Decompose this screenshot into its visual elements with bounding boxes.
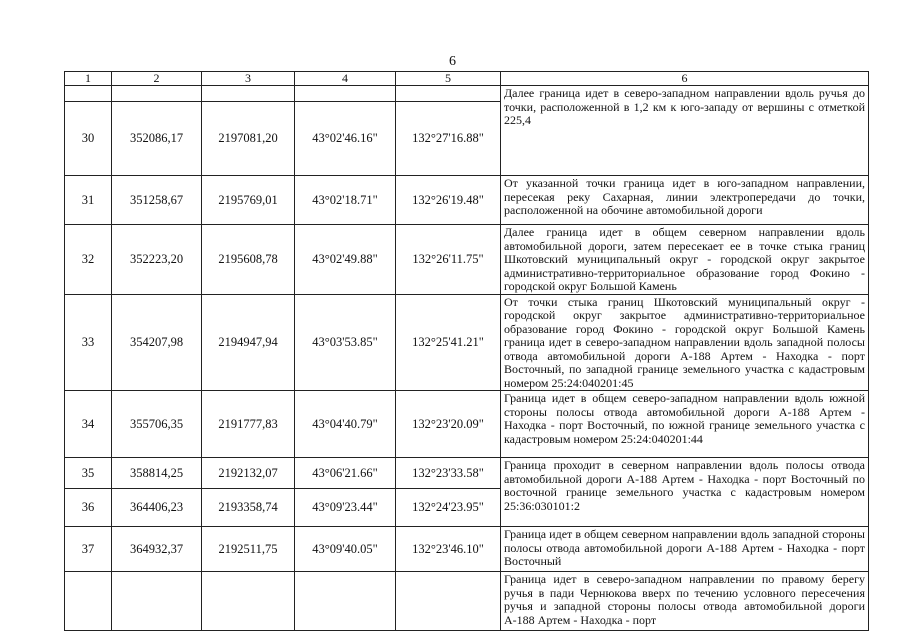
- empty-cell: [396, 86, 501, 102]
- point-number: 35: [65, 458, 112, 489]
- coord-x: [112, 572, 202, 631]
- point-number: 36: [65, 489, 112, 527]
- description-text: Граница идет в общем северном направлении вдоль западной стороны полосы отвода автомобильной дороги А-188 Артем - Находка - порт Восточный: [504, 527, 865, 568]
- longitude: 132°23'33.58": [396, 458, 501, 489]
- description-cell: [501, 458, 869, 527]
- coord-y: 2193358,74: [202, 489, 295, 527]
- point-number: 30: [65, 102, 112, 176]
- coord-x: 364406,23: [112, 489, 202, 527]
- longitude: 132°23'46.10": [396, 527, 501, 572]
- description-text: Далее граница идет в северо-западном направлении вдоль ручья до точки, расположенной в 1,2 км к юго-западу от вершины с отметкой 225,4: [504, 86, 865, 127]
- longitude: 132°27'16.88": [396, 102, 501, 176]
- coord-x: 351258,67: [112, 176, 202, 225]
- latitude: 43°09'40.05": [295, 527, 396, 572]
- coord-x: 352223,20: [112, 225, 202, 295]
- boundary-table: [64, 71, 869, 631]
- table-row: [65, 458, 869, 489]
- coord-y: 2195769,01: [202, 176, 295, 225]
- column-header: 6: [501, 72, 869, 86]
- column-header: 1: [65, 72, 112, 86]
- point-number: 34: [65, 391, 112, 458]
- latitude: 43°09'23.44": [295, 489, 396, 527]
- coord-y: 2192132,07: [202, 458, 295, 489]
- coord-x: 352086,17: [112, 102, 202, 176]
- longitude: 132°23'20.09": [396, 391, 501, 458]
- header-row: [65, 72, 869, 86]
- coord-y: [202, 572, 295, 631]
- latitude: 43°02'46.16": [295, 102, 396, 176]
- table-row: [65, 391, 869, 458]
- empty-cell: [295, 86, 396, 102]
- empty-cell: [65, 86, 112, 102]
- table-row: [65, 86, 869, 102]
- description-text: Граница проходит в северном направлении вдоль полосы отвода автомобильной дороги А-188 Артем - Находка - порт Восточный по восточной границе земельного участка с кадастровым номером 25:36:030101:2: [504, 458, 865, 513]
- coord-x: 358814,25: [112, 458, 202, 489]
- point-number: [65, 572, 112, 631]
- point-number: 37: [65, 527, 112, 572]
- table-row: [65, 225, 869, 295]
- latitude: 43°04'40.79": [295, 391, 396, 458]
- description-cell: [501, 176, 869, 225]
- latitude: 43°06'21.66": [295, 458, 396, 489]
- empty-cell: [112, 86, 202, 102]
- coord-x: 355706,35: [112, 391, 202, 458]
- table-row: [65, 176, 869, 225]
- coord-y: 2194947,94: [202, 294, 295, 391]
- description-text: Далее граница идет в общем северном направлении вдоль автомобильной дороги, затем пересекает ее в точке стыка границ Шкотовский муниципальный округ - городской округ закрытое административно-территориальное образование город Фокино - городской округ Большой Камень: [504, 225, 865, 293]
- latitude: 43°02'49.88": [295, 225, 396, 295]
- column-header: 3: [202, 72, 295, 86]
- latitude: 43°02'18.71": [295, 176, 396, 225]
- table-row: [65, 527, 869, 572]
- longitude: 132°26'11.75": [396, 225, 501, 295]
- longitude: 132°25'41.21": [396, 294, 501, 391]
- description-text: Граница идет в северо-западном направлении по правому берегу ручья в пади Чернюкова вверх по течению условного пересечения ручья и западной стороны полосы отвода автомобильной дороги А-188 Артем - Находка - порт: [504, 572, 865, 627]
- latitude: 43°03'53.85": [295, 294, 396, 391]
- description-text: От указанной точки граница идет в юго-западном направлении, пересекая реку Сахарная, линии электропередачи до точки, расположенной на обочине автомобильной дороги: [504, 176, 865, 217]
- coord-x: 354207,98: [112, 294, 202, 391]
- page-number: 6: [449, 54, 456, 69]
- coord-x: 364932,37: [112, 527, 202, 572]
- coord-y: 2197081,20: [202, 102, 295, 176]
- coord-y: 2195608,78: [202, 225, 295, 295]
- empty-cell: [202, 86, 295, 102]
- coord-y: 2191777,83: [202, 391, 295, 458]
- point-number: 33: [65, 294, 112, 391]
- table-row: [65, 572, 869, 631]
- description-cell: [501, 391, 869, 458]
- coord-y: 2192511,75: [202, 527, 295, 572]
- description-text: От точки стыка границ Шкотовский муниципальный округ - городской округ закрытое административно-территориальное образование город Фокино - городской округ Большой Камень граница идет в северо-западном направлении вдоль западной полосы отвода автомобильной дороги А-188 Артем - Находка - порт Восточный, по западной границе земельного участка с кадастровым номером 25:24:040201:45: [504, 294, 865, 390]
- longitude: 132°24'23.95": [396, 489, 501, 527]
- description-cell: [501, 86, 869, 176]
- description-cell: [501, 572, 869, 631]
- point-number: 32: [65, 225, 112, 295]
- column-header: 2: [112, 72, 202, 86]
- longitude: [396, 572, 501, 631]
- description-cell: [501, 527, 869, 572]
- longitude: 132°26'19.48": [396, 176, 501, 225]
- description-text: Граница идет в общем северо-западном направлении вдоль южной стороны полосы отвода автомобильной дороги А-188 Артем - Находка - порт Восточный, по южной границе земельного участка с кадастровым номером 25:24:040201:44: [504, 391, 865, 446]
- latitude: [295, 572, 396, 631]
- point-number: 31: [65, 176, 112, 225]
- column-header: 4: [295, 72, 396, 86]
- column-header: 5: [396, 72, 501, 86]
- description-cell: [501, 225, 869, 295]
- description-cell: [501, 294, 869, 391]
- table-row: [65, 294, 869, 391]
